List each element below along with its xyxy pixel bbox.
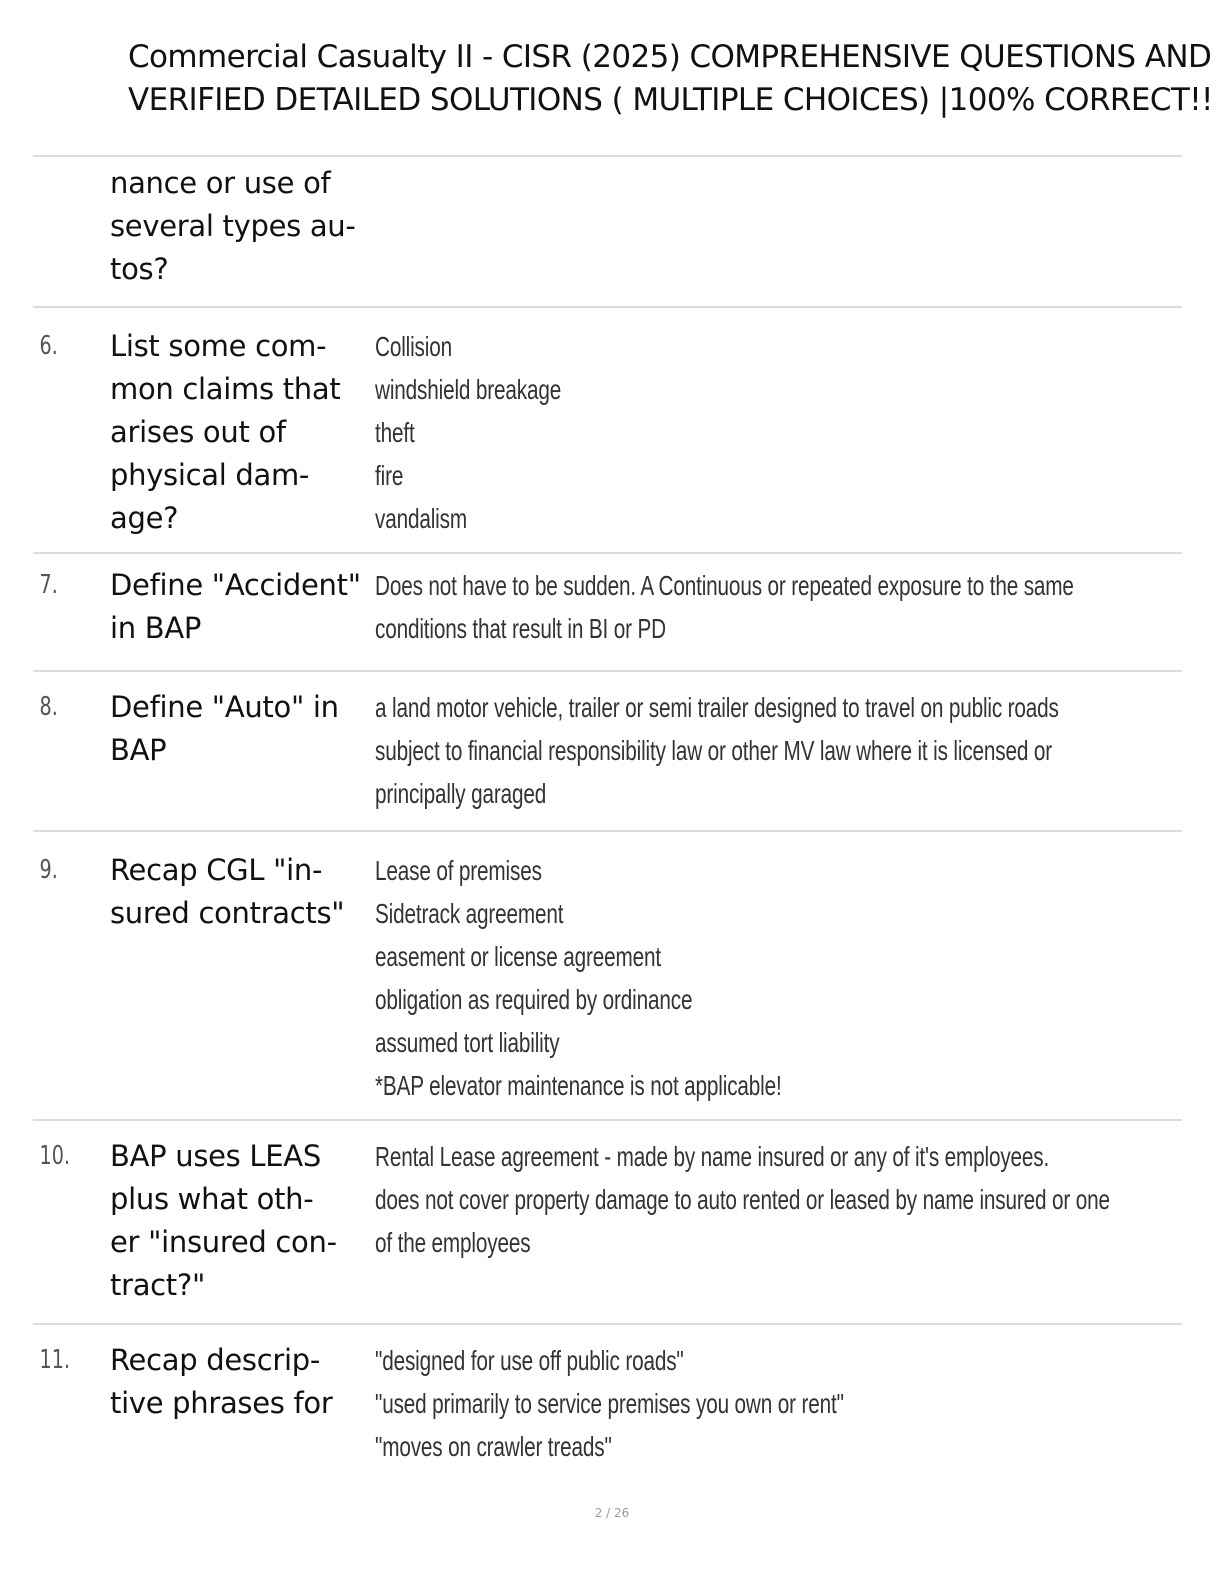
qa-row [33,830,1182,1119]
question-number: 6. [39,331,58,361]
question-line: plus what oth- [110,1182,314,1216]
question-line: in BAP [110,611,202,645]
question-line: physical dam- [110,458,310,492]
answer-text [375,325,1182,552]
page-number: 2 / 26 [594,1506,630,1520]
question-number: 11. [39,1345,71,1375]
question-text [110,1339,375,1493]
question-text [110,1135,375,1323]
question-line: Define "Auto" in [110,690,339,724]
answer-line: Sidetrack agreement [375,898,564,929]
question-line: BAP [110,733,167,767]
answer-line: theft [375,417,415,448]
question-line: Recap CGL "in- [110,853,323,887]
question-line: age? [110,501,179,535]
answer-line: a land motor vehicle, trailer or semi trailer designed to travel on public roads [375,692,1059,723]
document-title [128,36,1213,122]
answer-text [375,564,1224,670]
answer-line: "moves on crawler treads" [375,1431,612,1462]
qa-table [33,155,1182,1493]
answer-line: windshield breakage [375,374,562,405]
question-number: 8. [39,692,58,722]
question-line: List some com- [110,329,327,363]
answer-line: conditions that result in BI or PD [375,613,666,644]
qa-row [33,1119,1182,1323]
answer-line: "designed for use off public roads" [375,1345,684,1376]
answer-line: fire [375,460,404,491]
answer-line: subject to financial responsibility law or other MV law where it is licensed or [375,735,1052,766]
question-line: er "insured con- [110,1225,337,1259]
question-line: several types au- [110,209,356,243]
qa-row [33,670,1182,830]
answer-line: Does not have to be sudden. A Continuous or repeated exposure to the same [375,570,1074,601]
question-line: tive phrases for [110,1386,333,1420]
qa-row [33,552,1182,670]
answer-text [375,162,1182,306]
answer-line: does not cover property damage to auto rented or leased by name insured or one [375,1184,1110,1215]
answer-line: *BAP elevator maintenance is not applicable! [375,1070,782,1101]
question-line: Recap descrip- [110,1343,320,1377]
answer-line: assumed tort liability [375,1027,560,1058]
question-number: 9. [39,855,58,885]
question-text [110,564,375,670]
answer-line: Collision [375,331,452,362]
question-text [110,686,375,830]
answer-line: vandalism [375,503,467,534]
answer-line: of the employees [375,1227,531,1258]
question-line: Define "Accident" [110,568,361,602]
qa-row [33,306,1182,552]
title-line-1: Commercial Casualty II - CISR (2025) COMPREHENSIVE QUESTIONS AND [128,39,1212,75]
qa-row [33,155,1182,306]
question-number: 10. [39,1141,71,1171]
question-number [33,162,96,306]
question-line: nance or use of [110,166,331,200]
question-text [110,849,375,1119]
qa-row [33,1323,1182,1493]
answer-text [375,1135,1224,1323]
answer-text [375,686,1224,830]
question-line: tos? [110,252,169,286]
question-line: arises out of [110,415,286,449]
question-text [110,325,375,552]
answer-line: Rental Lease agreement - made by name insured or any of it's employees. [375,1141,1050,1172]
answer-line: easement or license agreement [375,941,661,972]
question-line: sured contracts" [110,896,345,930]
question-line: tract?" [110,1268,206,1302]
answer-line: principally garaged [375,778,547,809]
question-number: 7. [39,570,58,600]
question-text [110,162,375,306]
answer-line: Lease of premises [375,855,542,886]
answer-text [375,849,1182,1119]
title-line-2: VERIFIED DETAILED SOLUTIONS ( MULTIPLE CHOICES) |100% CORRECT!! [128,82,1213,118]
answer-text [375,1339,1182,1493]
answer-line: obligation as required by ordinance [375,984,693,1015]
question-line: mon claims that [110,372,341,406]
question-line: BAP uses LEAS [110,1139,321,1173]
answer-line: "used primarily to service premises you own or rent" [375,1388,844,1419]
